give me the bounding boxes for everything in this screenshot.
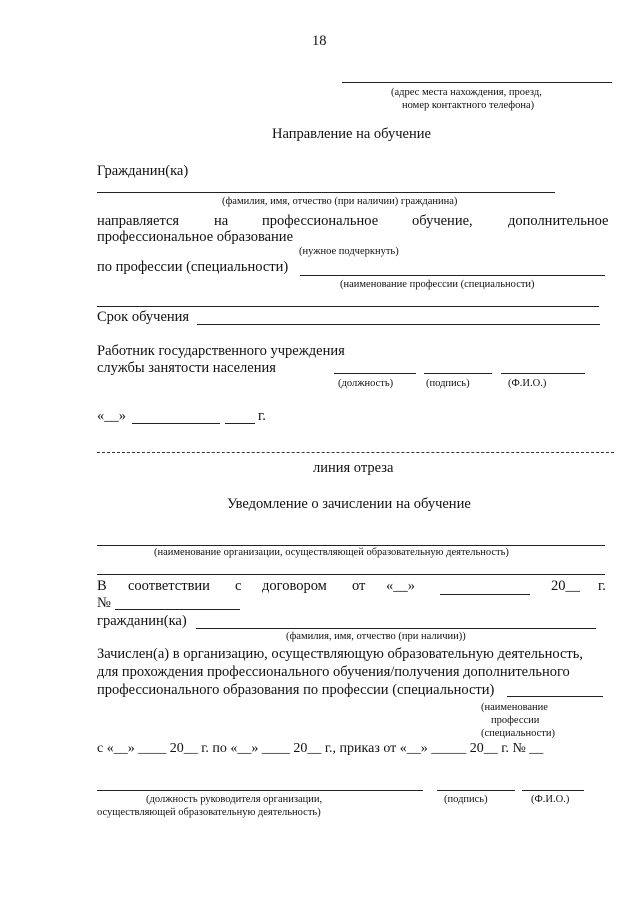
citizen2-line (196, 628, 596, 629)
directed-word-2: на (214, 213, 229, 229)
contract-word-2: соответствии (128, 578, 210, 594)
address-caption-1: (адрес места нахождения, проезд, (391, 87, 542, 98)
cut-line (97, 452, 614, 453)
enrolled-line-1: Зачислен(а) в организацию, осуществляющую образовательную деятельность, (97, 646, 583, 662)
address-line (342, 82, 612, 83)
contract-word-8: г. (598, 578, 606, 594)
position-line (334, 373, 416, 374)
contract-word-1: В (97, 578, 107, 594)
directed-word-3: профессиональное (262, 213, 379, 229)
fio-caption: (Ф.И.О.) (508, 378, 547, 389)
prof-caption-2: профессии (491, 715, 540, 726)
citizen-line (97, 192, 555, 193)
date-year-suffix: г. (258, 408, 266, 424)
citizen2-caption: (фамилия, имя, отчество (при наличии)) (286, 631, 466, 642)
signature-line (424, 373, 492, 374)
org-caption: (наименование организации, осуществляющей образовательную деятельность) (154, 547, 509, 558)
enrolled-line-3: профессионального образования по профессии (специальности) (97, 682, 495, 698)
profession-line (300, 275, 605, 276)
fio-line (501, 373, 585, 374)
head-fio-line (522, 790, 584, 791)
citizen2-label: гражданин(ка) (97, 613, 187, 629)
page-number: 18 (312, 33, 327, 49)
term-line (197, 324, 600, 325)
date-open: «__» (97, 408, 126, 424)
directed-word-5: дополнительное (508, 213, 609, 229)
notice-title: Уведомление о зачислении на обучение (227, 496, 471, 512)
head-position-line (97, 790, 423, 791)
contract-date-line (440, 594, 530, 595)
employee-line-1: Работник государственного учреждения (97, 343, 345, 359)
head-signature-caption: (подпись) (444, 794, 488, 805)
number-line (115, 609, 240, 610)
order-line: с «__» ____ 20__ г. по «__» ____ 20__ г., приказ от «__» _____ 20__ г. № __ (97, 741, 544, 756)
number-label: № (97, 595, 111, 611)
head-position-caption-1: (должность руководителя организации, (146, 794, 323, 805)
prof-caption-1: (наименование (481, 702, 548, 713)
org-line (97, 545, 605, 546)
underline-hint: (нужное подчеркнуть) (299, 246, 399, 257)
head-position-caption-2: осуществляющей образовательную деятельность) (97, 807, 321, 818)
term-label: Срок обучения (97, 309, 190, 325)
employee-line-2: службы занятости населения (97, 360, 276, 376)
cut-line-label: линия отреза (313, 460, 394, 476)
contract-word-5: от (352, 578, 366, 594)
citizen-label: Гражданин(ка) (97, 163, 189, 179)
directed-word-4: обучение, (412, 213, 473, 229)
date-year-line (225, 423, 255, 424)
citizen-caption: (фамилия, имя, отчество (при наличии) гражданина) (222, 196, 458, 207)
head-fio-caption: (Ф.И.О.) (531, 794, 570, 805)
enrolled-prof-line (507, 696, 603, 697)
profession-caption: (наименование профессии (специальности) (340, 279, 535, 290)
signature-caption: (подпись) (426, 378, 470, 389)
org-line-2 (97, 574, 605, 575)
directed-word-1: направляется (97, 213, 180, 229)
contract-word-3: с (235, 578, 242, 594)
directed-line-2: профессиональное образование (97, 229, 294, 245)
head-signature-line (437, 790, 515, 791)
profession-label: по профессии (специальности) (97, 259, 289, 275)
enrolled-line-2: для прохождения профессионального обучения/получения дополнительного (97, 664, 570, 680)
address-caption-2: номер контактного телефона) (402, 100, 535, 111)
prof-caption-3: (специальности) (481, 728, 555, 739)
contract-word-6: «__» (386, 578, 415, 594)
referral-title: Направление на обучение (272, 126, 431, 142)
position-caption: (должность) (338, 378, 394, 389)
date-month-line (132, 423, 220, 424)
contract-word-4: договором (262, 578, 327, 594)
contract-word-7: 20__ (551, 578, 580, 594)
profession-line-2 (97, 306, 599, 307)
